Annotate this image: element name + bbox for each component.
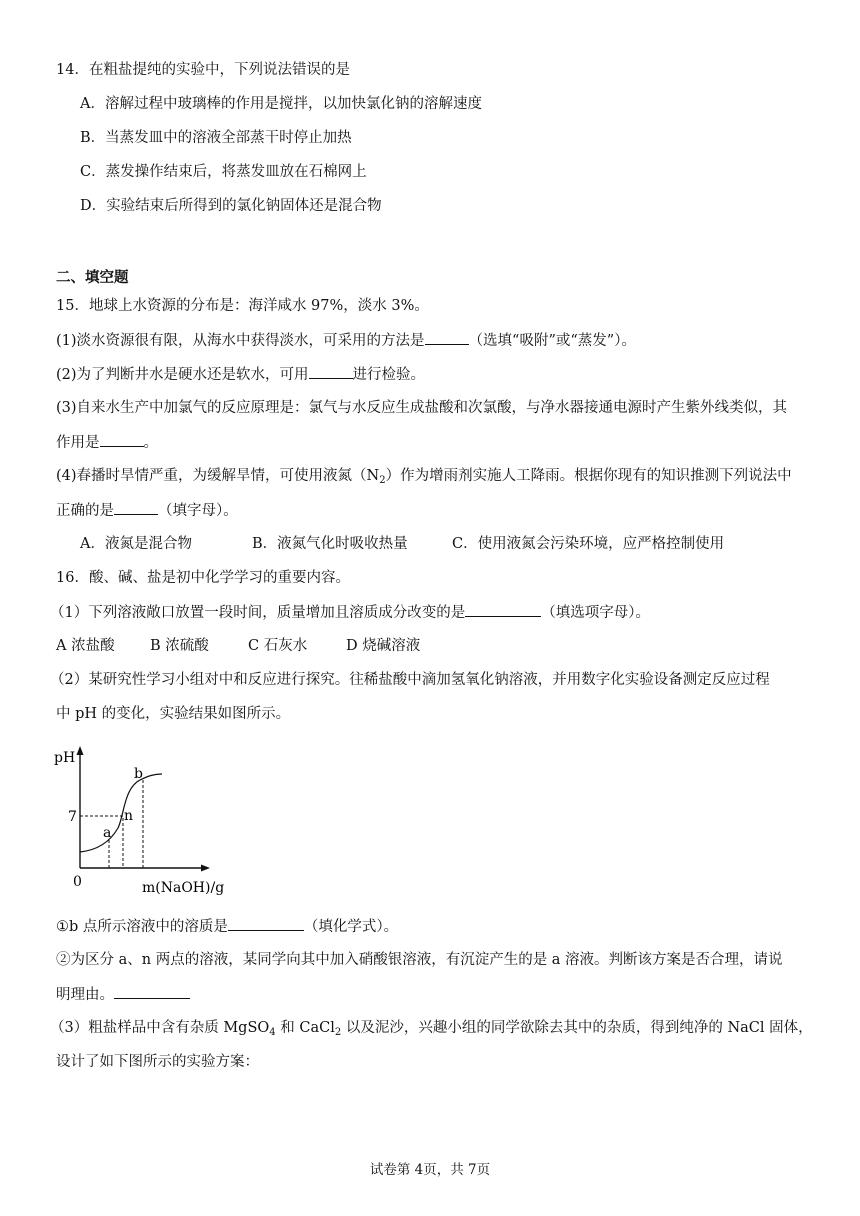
q15-part4-text-b: ）作为增雨剂实施人工降雨。根据你现有的知识推测下列说法中 — [385, 468, 792, 484]
q15-part1-hint: （选填“吸附”或“蒸发”）。 — [468, 333, 636, 349]
q16-part2-line1: （2）某研究性学习小组对中和反应进行探究。往稀盐酸中滴加氢氧化钠溶液，并用数字化实验设备测定反应过程 — [50, 672, 770, 688]
q16-part3-line1 — [50, 1018, 813, 1038]
answer-blank[interactable] — [228, 916, 304, 931]
q16-part1 — [50, 602, 650, 623]
q15-part3-line1: (3)自来水生产中加氯气的反应原理是：氯气与水反应生成盐酸和次氯酸，与净水器接通电源时产生紫外线类似，其 — [56, 400, 788, 416]
answer-blank[interactable] — [114, 500, 158, 515]
q14-stem: 14．在粗盐提纯的实验中，下列说法错误的是 — [56, 62, 350, 78]
q16-sub1-text: ①b 点所示溶液中的溶质是 — [56, 919, 228, 935]
q16-sub1-hint: （填化学式）。 — [303, 919, 399, 935]
answer-blank[interactable] — [100, 432, 144, 447]
q16-sub2-text: 明理由。 — [56, 987, 114, 1003]
q15-part4-text-a: (4)春播时旱情严重，为缓解旱情，可使用液氮（N — [56, 468, 380, 484]
page-footer: 试卷第 4页，共 7页 — [369, 1162, 491, 1178]
answer-blank[interactable] — [465, 602, 541, 617]
q15-part2-text: (2)为了判断井水是硬水还是软水，可用 — [56, 367, 309, 383]
answer-blank[interactable] — [114, 984, 190, 999]
subscript: 2 — [379, 475, 386, 486]
q16-option-a: A 浓盐酸 — [56, 638, 115, 654]
q16-part1-text: （1）下列溶液敞口放置一段时间，质量增加且溶质成分改变的是 — [50, 605, 466, 621]
q16-sub2-line2 — [56, 984, 190, 1005]
subscript: 4 — [269, 1027, 276, 1038]
q16-option-c: C 石灰水 — [248, 638, 308, 654]
q15-part3-tail: 。 — [143, 435, 158, 451]
section-title: 二、填空题 — [56, 269, 129, 286]
ph-curve — [80, 774, 162, 852]
point-n-label: n — [124, 808, 134, 824]
x-axis-arrow — [201, 865, 210, 872]
q15-part3-text: 作用是 — [56, 435, 100, 451]
q16-stem: 16．酸、碱、盐是初中化学学习的重要内容。 — [56, 570, 350, 586]
answer-blank[interactable] — [309, 364, 353, 379]
ph-curve-figure — [48, 740, 228, 898]
q15-part2 — [56, 364, 425, 385]
point-b-label: b — [134, 766, 143, 782]
q14-option-a: A．溶解过程中玻璃棒的作用是搅拌，以加快氯化钠的溶解速度 — [80, 96, 482, 112]
q16-part3-text-a: （3）粗盐样品中含有杂质 MgSO — [50, 1020, 270, 1036]
q15-part4-text-c: 正确的是 — [56, 503, 114, 519]
q16-sub1 — [56, 916, 398, 937]
q16-part2-line2: 中 pH 的变化，实验结果如图所示。 — [56, 706, 291, 722]
q15-part1-text: (1)淡水资源很有限，从海水中获得淡水，可采用的方法是 — [56, 333, 425, 349]
q16-part3-text-c: 以及泥沙，兴趣小组的同学欲除去其中的杂质，得到纯净的 NaCl 固体， — [341, 1020, 813, 1036]
q16-sub2-line1: ②为区分 a、n 两点的溶液，某同学向其中加入硝酸银溶液，有沉淀产生的是 a 溶液。判断该方案是否合理，请说 — [56, 952, 783, 968]
point-a-label: a — [103, 825, 112, 841]
q16-part3-line2: 设计了如下图所示的实验方案： — [56, 1054, 259, 1070]
q15-stem: 15．地球上水资源的分布是：海洋咸水 97%，淡水 3%。 — [56, 298, 429, 314]
q16-part1-options — [56, 636, 420, 656]
q14-option-d: D．实验结束后所得到的氯化钠固体还是混合物 — [80, 198, 382, 214]
q14-option-c: C．蒸发操作结束后，将蒸发皿放在石棉网上 — [80, 164, 367, 180]
y-tick-7: 7 — [68, 809, 77, 825]
q15-part2-tail: 进行检验。 — [352, 367, 426, 383]
q15-part4-tail: （填字母）。 — [158, 503, 238, 519]
y-axis-arrow — [77, 746, 84, 755]
q15-part3-line2 — [56, 432, 158, 453]
answer-blank[interactable] — [425, 330, 469, 345]
q15-option-c: C．使用液氮会污染环境，应严格控制使用 — [452, 536, 725, 552]
q15-part1 — [56, 330, 636, 351]
subscript: 2 — [334, 1027, 342, 1038]
q16-part3-text-b: 和 CaCl — [275, 1020, 335, 1036]
q15-option-a: A．液氮是混合物 — [80, 536, 192, 552]
y-axis-label: pH — [54, 750, 76, 766]
q16-part1-hint: （填选项字母）。 — [541, 605, 650, 621]
q15-option-b: B．液氮气化时吸收热量 — [252, 536, 408, 552]
q14-option-b: B．当蒸发皿中的溶液全部蒸干时停止加热 — [80, 130, 352, 146]
q15-part4-line2 — [56, 500, 238, 521]
origin-label: 0 — [73, 874, 82, 890]
x-axis-label: m(NaOH)/g — [142, 880, 225, 896]
q16-option-d: D 烧碱溶液 — [346, 638, 421, 654]
q15-part4-line1 — [56, 466, 792, 486]
q16-option-b: B 浓硫酸 — [150, 638, 209, 654]
